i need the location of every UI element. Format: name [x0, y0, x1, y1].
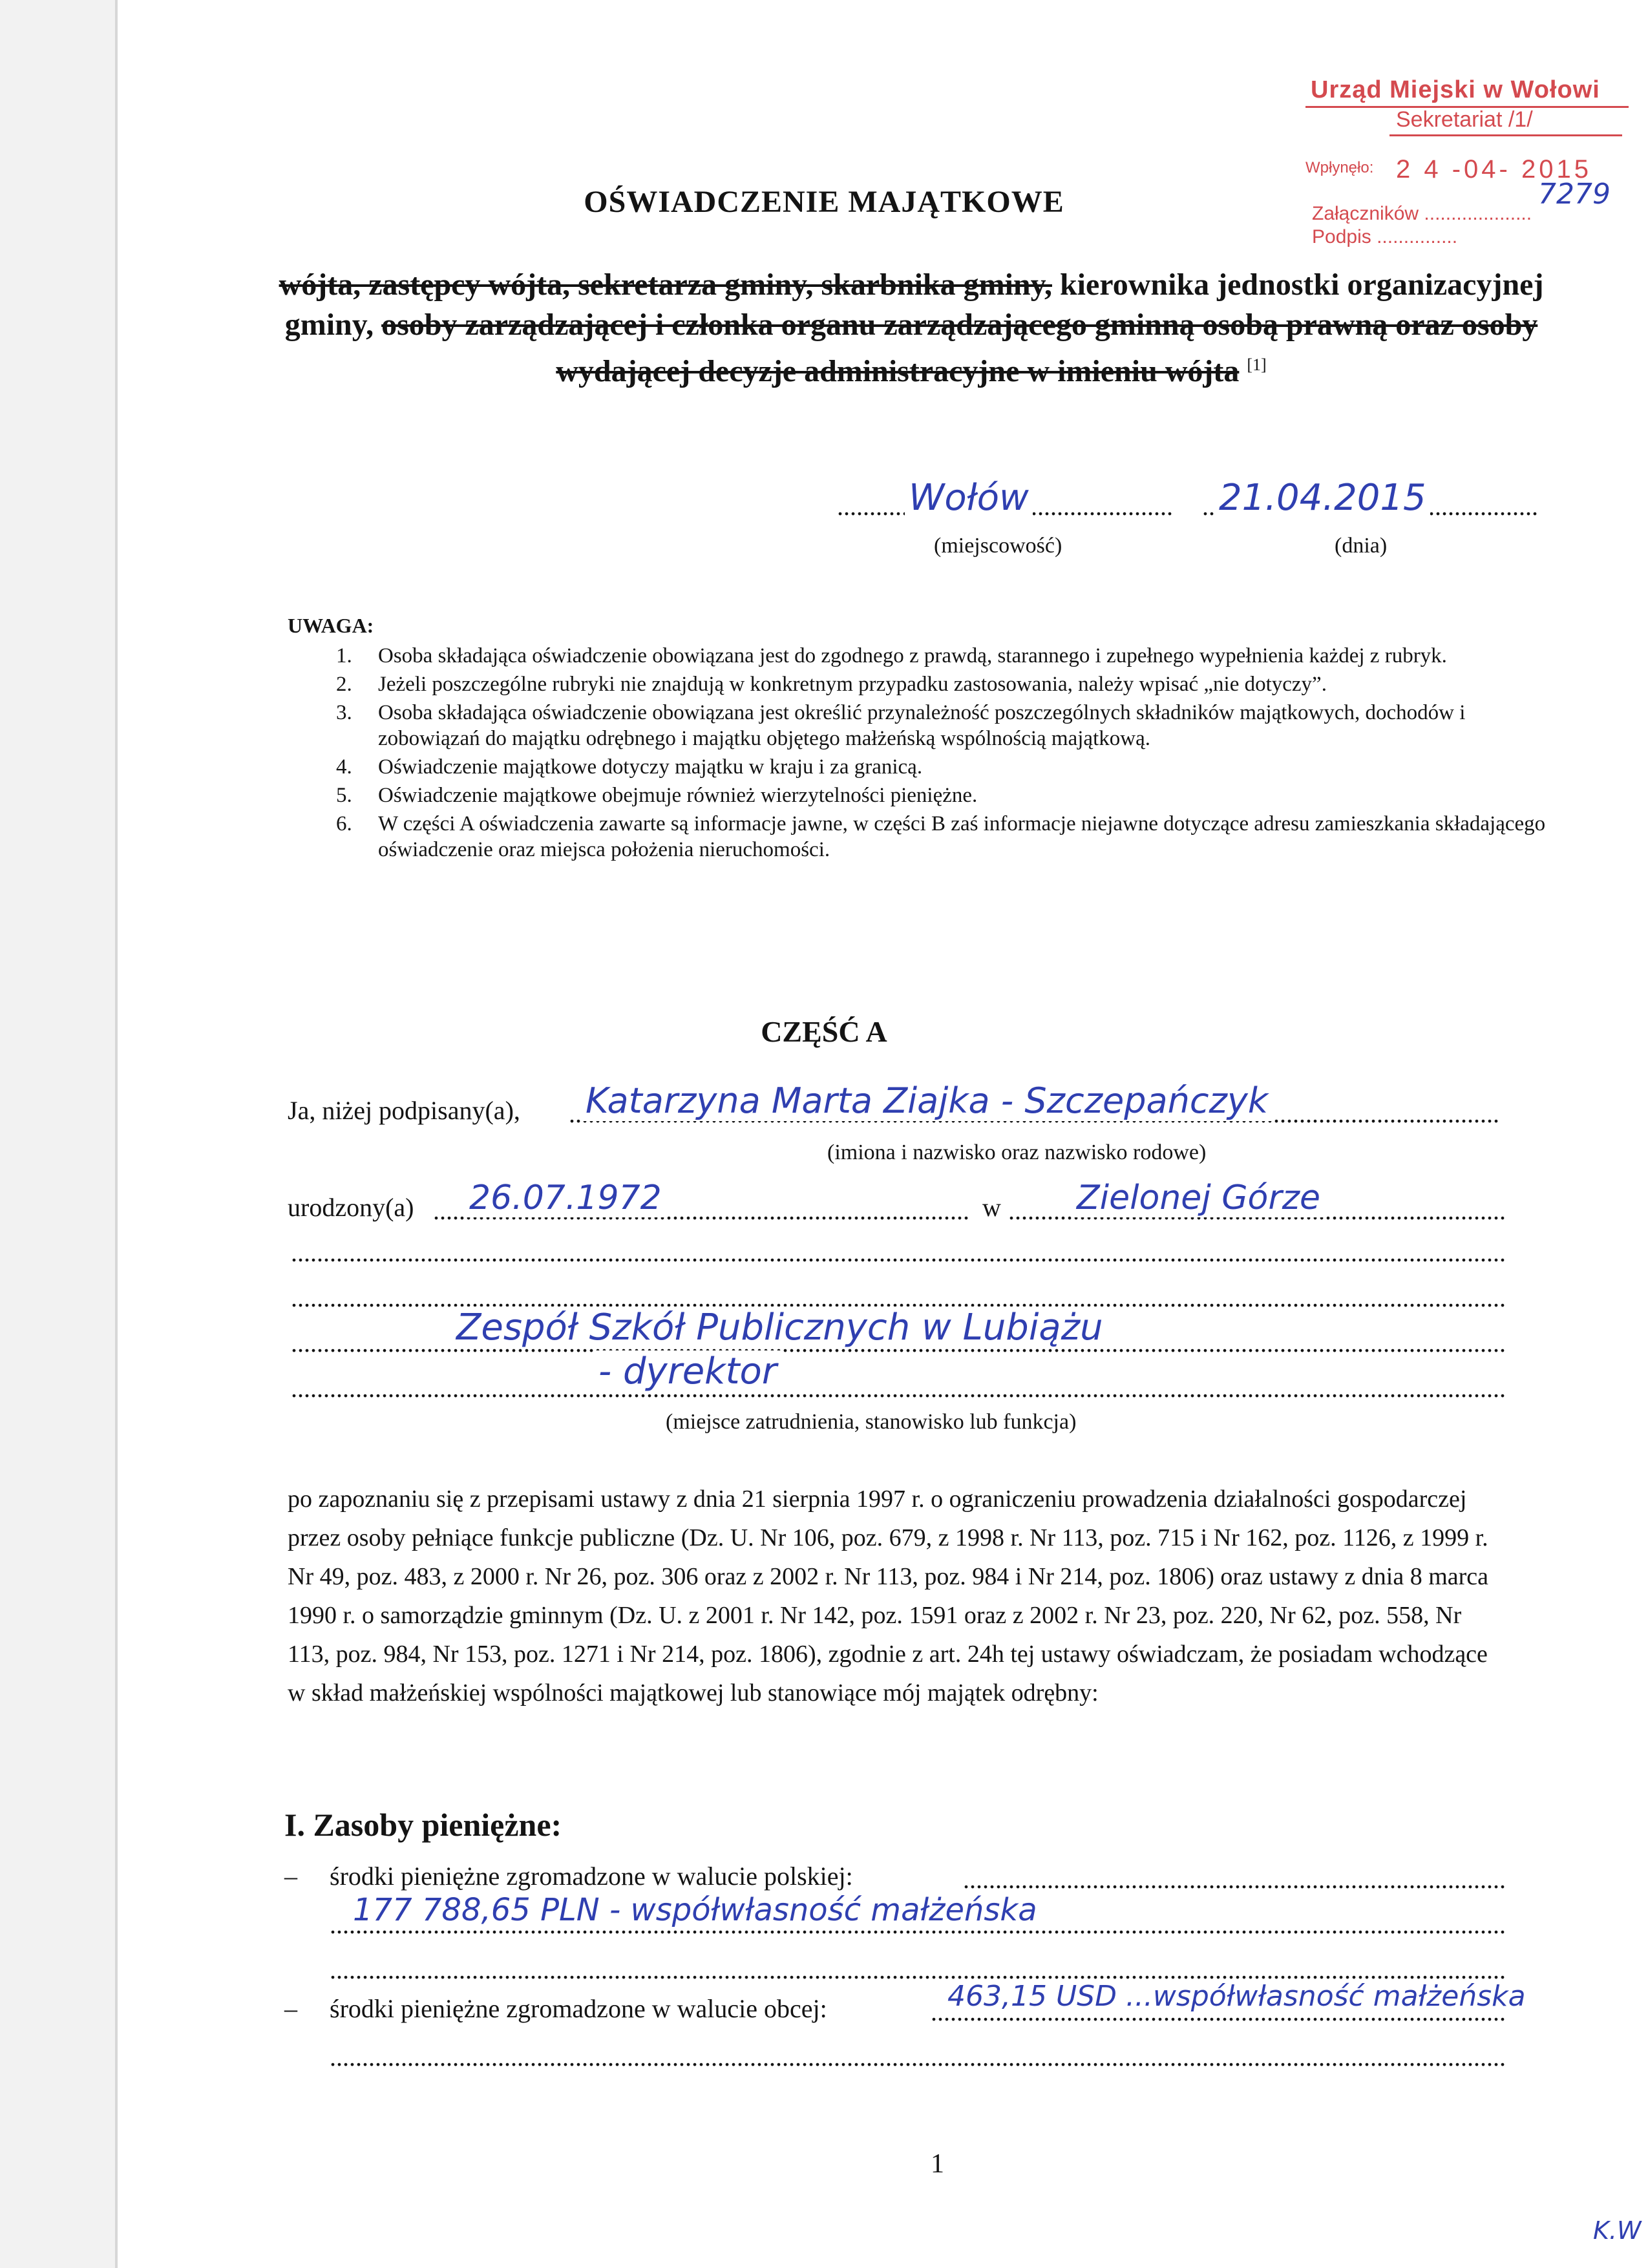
statement-paragraph: po zapoznaniu się z przepisami ustawy z dnia 21 sierpnia 1997 r. o ograniczeniu prowadzenia działalności gospodarczej przez osoby pełniące funkcje publiczne (Dz. U. Nr 106, poz. 679, z 1998 r. Nr 113, poz. 715 i Nr 162, poz. 1126, z 1999 r. Nr 49, poz. 483, z 2000 r. Nr 26, poz. 306 oraz z 2002 r. Nr 113, poz. 984 i Nr 214, poz. 1806) oraz ustawy z dnia 8 marca 1990 r. o samorządzie gminnym (Dz. U. z 2001 r. Nr 142, poz. 1591 oraz z 2002 r. Nr 23, poz. 220, Nr 62, poz. 558, Nr 113, poz. 984, Nr 153, poz. 1271 i Nr 214, poz. 1806), zgodnie z art. 24h tej ustawy oświadczam, że posiadam wchodzące w skład małżeńskiej wspólności majątkowej lub stanowiące mój majątek odrębny: — [288, 1486, 1489, 1706]
note-item: 3. Osoba składająca oświadczenie obowiązana jest określić przynależność poszczególnych składników majątkowych, dochodów i zobowiązań do majątku odrębnego i majątku objętego małżeńską wspólnością majątkową. — [336, 701, 1466, 750]
notes-heading: UWAGA: — [288, 614, 374, 637]
page-number: 1 — [931, 2149, 944, 2179]
pln-label: środki pieniężne zgromadzone w walucie polskiej: — [330, 1862, 853, 1891]
born-in-label: w — [982, 1193, 1001, 1222]
stamp-handwritten-number: 7279 — [1538, 178, 1611, 211]
stamp-dept: Sekretariat /1/ — [1396, 107, 1533, 132]
pln-dots-0 — [963, 1864, 1506, 1896]
notes-list — [336, 643, 1551, 865]
born-date: 26.07.1972 — [465, 1179, 666, 1217]
date-caption: (dnia) — [1335, 534, 1388, 558]
employment-value-2: - dyrektor — [595, 1350, 781, 1392]
scan-margin — [0, 0, 115, 2268]
note-item: 6. W części A oświadczenia zawarte są informacje jawne, w części B zaś informacje niejawne dotyczące adresu zamieszkania składającego oświadczenie oraz miejsca położenia nieruchomości. — [336, 812, 1546, 861]
name-caption: (imiona i nazwisko oraz nazwisko rodowe) — [827, 1140, 1207, 1164]
note-item: 1. Osoba składająca oświadczenie obowiązana jest do zgodnego z prawdą, starannego i zupełnego wypełnienia każdej z rubryk. — [336, 644, 1447, 667]
document-subtitle — [271, 265, 1551, 392]
date-value: 21.04.2015 — [1215, 477, 1430, 519]
subtitle-kept: kierownika jednostki organizacyjnej gminy, — [284, 268, 1544, 342]
dash-2: – — [284, 1994, 297, 2023]
part-a-heading: CZĘŚĆ A — [761, 1015, 887, 1048]
footnote-ref: [1] — [1247, 355, 1267, 374]
stamp-received-label: Wpłynęło: — [1305, 159, 1374, 176]
stamp-received-date: 2 4 -04- 2015 — [1396, 155, 1592, 184]
stamp-attachments: Załączników .................... — [1312, 203, 1532, 224]
corner-mark: K.W — [1593, 2216, 1642, 2245]
employment-dots-1 — [291, 1237, 1506, 1270]
stamp-office: Urząd Miejski w Wołowi — [1311, 76, 1600, 103]
pln-value: 177 788,65 PLN - współwłasność małżeńska — [349, 1892, 1041, 1928]
born-label: urodzony(a) — [288, 1193, 414, 1222]
subtitle-struck-1: wójta, zastępcy wójta, sekretarza gminy, skarbnika gminy, — [279, 268, 1052, 302]
dash-1: – — [284, 1862, 297, 1891]
born-place: Zielonej Górze — [1073, 1179, 1324, 1217]
note-item: 5. Oświadczenie majątkowe obejmuje również wierzytelności pieniężne. — [336, 784, 978, 807]
subtitle-struck-2: osoby zarządzającej i członka organu zarządzającego gminną osobą prawną oraz osoby wydającej decyzje administracyjne w imieniu wójta — [381, 308, 1538, 388]
employment-dots-4 — [291, 1373, 1506, 1405]
place-caption: (miejscowość) — [934, 534, 1062, 558]
foreign-dots-1 — [330, 2042, 1506, 2074]
stamp-signature: Podpis ............... — [1312, 226, 1458, 247]
foreign-value: 463,15 USD ...współwłasność małżeńska — [944, 1980, 1530, 2013]
scan-edge-line — [115, 0, 118, 2268]
note-item: 4. Oświadczenie majątkowe dotyczy majątku w kraju i za granicą. — [336, 755, 923, 779]
foreign-label: środki pieniężne zgromadzone w walucie obcej: — [330, 1994, 827, 2023]
employment-value-1: Zespół Szkół Publicznych w Lubiążu — [452, 1307, 1107, 1349]
document-title: OŚWIADCZENIE MAJĄTKOWE — [584, 185, 1064, 219]
employment-caption: (miejsce zatrudnienia, stanowisko lub funkcja) — [666, 1410, 1077, 1434]
name-label: Ja, niżej podpisany(a), — [288, 1096, 520, 1125]
place-value: Wołów — [905, 477, 1033, 519]
section-1-heading: I. Zasoby pieniężne: — [284, 1807, 562, 1843]
note-item: 2. Jeżeli poszczególne rubryki nie znajdują w konkretnym przypadku zastosowania, należy wpisać „nie dotyczy”. — [336, 673, 1327, 696]
name-value: Katarzyna Marta Ziajka - Szczepańczyk — [582, 1080, 1272, 1121]
